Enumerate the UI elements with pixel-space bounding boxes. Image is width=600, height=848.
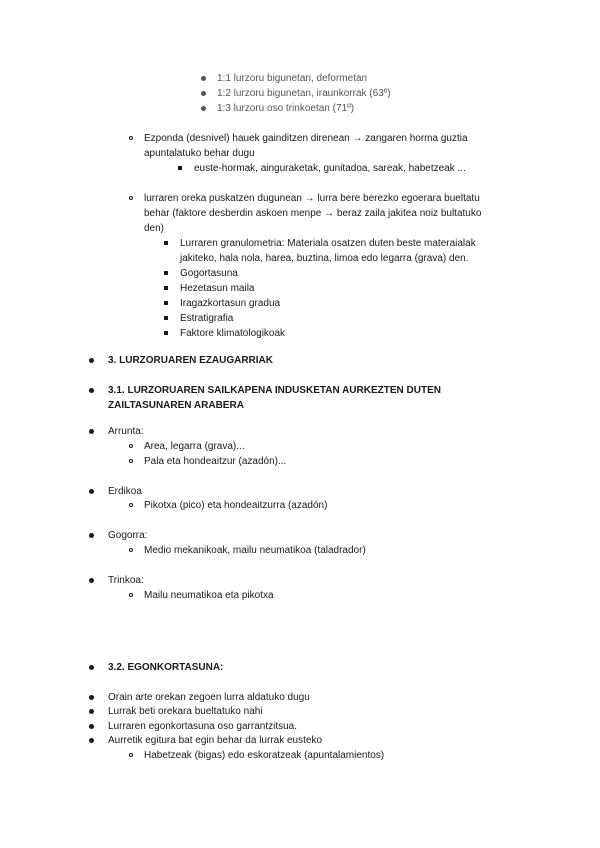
erdikoa-label: Erdikoa (108, 486, 142, 497)
list-item: Iragazkortasun gradua (180, 298, 281, 309)
bullet-icon (89, 429, 94, 434)
list-item: Habetzeak (bigas) edo eskoratzeak (apuntalamientos) (144, 750, 385, 761)
circle-bullet-icon (129, 459, 133, 463)
granulometria-line1: Lurraren granulometria: Materiala osatzen duten beste materaialak (180, 238, 476, 249)
circle-bullet-icon (129, 196, 133, 200)
oreka-line2: behar (faktore desberdin askoen menpe → beraz zaila jakitea noiz bultatuko (144, 208, 482, 219)
list-item: Lurraren egonkortasuna oso garrantzitsua. (108, 721, 298, 732)
ezponda-line2: apuntalatuko behar dugu (144, 148, 255, 159)
circle-bullet-icon (129, 548, 133, 552)
list-item: Pala eta hondeaitzur (azadón)... (144, 456, 287, 467)
bullet-icon (201, 106, 206, 111)
list-item: Estratigrafia (180, 313, 234, 324)
list-item: Hezetasun maila (180, 283, 255, 294)
bullet-icon (201, 76, 206, 81)
square-bullet-icon (164, 301, 168, 305)
list-item: 1:2 lurzoru bigunetan, iraunkorrak (63º) (217, 88, 391, 99)
trinkoa-label: Trinkoa: (108, 575, 144, 586)
list-item: Orain arte orekan zegoen lurra aldatuko dugu (108, 692, 310, 703)
arrunta-label: Arrunta: (108, 426, 144, 437)
list-item: Faktore klimatologikoak (180, 328, 286, 339)
list-item: Gogortasuna (180, 268, 238, 279)
heading-3-1-line1: 3.1. LURZORUAREN SAILKAPENA INDUSKETAN AURKEZTEN DUTEN (108, 385, 441, 396)
list-item: 1:1 lurzoru bigunetan, deformetan (217, 73, 368, 84)
circle-bullet-icon (129, 444, 133, 448)
list-item: Pikotxa (pico) eta hondeaitzurra (azadón) (144, 500, 328, 511)
square-bullet-icon (164, 241, 168, 245)
heading-3-1-line2: ZAILTASUNAREN ARABERA (108, 400, 244, 411)
granulometria-line2: jakiteko, hala nola, harea, buztina, limoa edo legarra (grava) den. (180, 253, 469, 264)
circle-bullet-icon (129, 503, 133, 507)
square-bullet-icon (164, 316, 168, 320)
bullet-icon (89, 709, 94, 714)
oreka-line1: lurraren oreka puskatzen dugunean → lurra bere berezko egoerara bueltatu (144, 193, 480, 204)
circle-bullet-icon (129, 136, 133, 140)
list-item: Medio mekanikoak, mailu neumatikoa (taladrador) (144, 545, 366, 556)
square-bullet-icon (164, 271, 168, 275)
list-item: Mailu neumatikoa eta pikotxa (144, 590, 274, 601)
bullet-icon (89, 695, 94, 700)
bullet-icon (89, 738, 94, 743)
bullet-icon (89, 724, 94, 729)
bullet-icon (89, 533, 94, 538)
list-item: euste-hormak, ainguraketak, gunitadoa, sareak, habetzeak ... (194, 163, 466, 174)
square-bullet-icon (164, 331, 168, 335)
bullet-icon (89, 489, 94, 494)
square-bullet-icon (164, 286, 168, 290)
ezponda-line1: Ezponda (desnivel) hauek gainditzen direnean → zangaren horma guztia (144, 133, 468, 144)
bullet-icon (201, 91, 206, 96)
square-bullet-icon (178, 166, 182, 170)
list-item: Aurretik egitura bat egin behar da lurrak eusteko (108, 735, 323, 746)
oreka-line3: den) (144, 223, 165, 234)
circle-bullet-icon (129, 753, 133, 757)
list-item: Area, legarra (grava)... (144, 441, 245, 452)
bullet-icon (89, 665, 94, 670)
list-item: Lurrak beti orekara bueltatuko nahi (108, 706, 263, 717)
bullet-icon (89, 578, 94, 583)
bullet-icon (89, 358, 94, 363)
gogorra-label: Gogorra: (108, 530, 148, 541)
circle-bullet-icon (129, 593, 133, 597)
heading-3-2: 3.2. EGONKORTASUNA: (108, 662, 224, 673)
list-item: 1:3 lurzoru oso trinkoetan (71º) (217, 103, 355, 114)
heading-3: 3. LURZORUAREN EZAUGARRIAK (108, 355, 273, 366)
bullet-icon (89, 388, 94, 393)
